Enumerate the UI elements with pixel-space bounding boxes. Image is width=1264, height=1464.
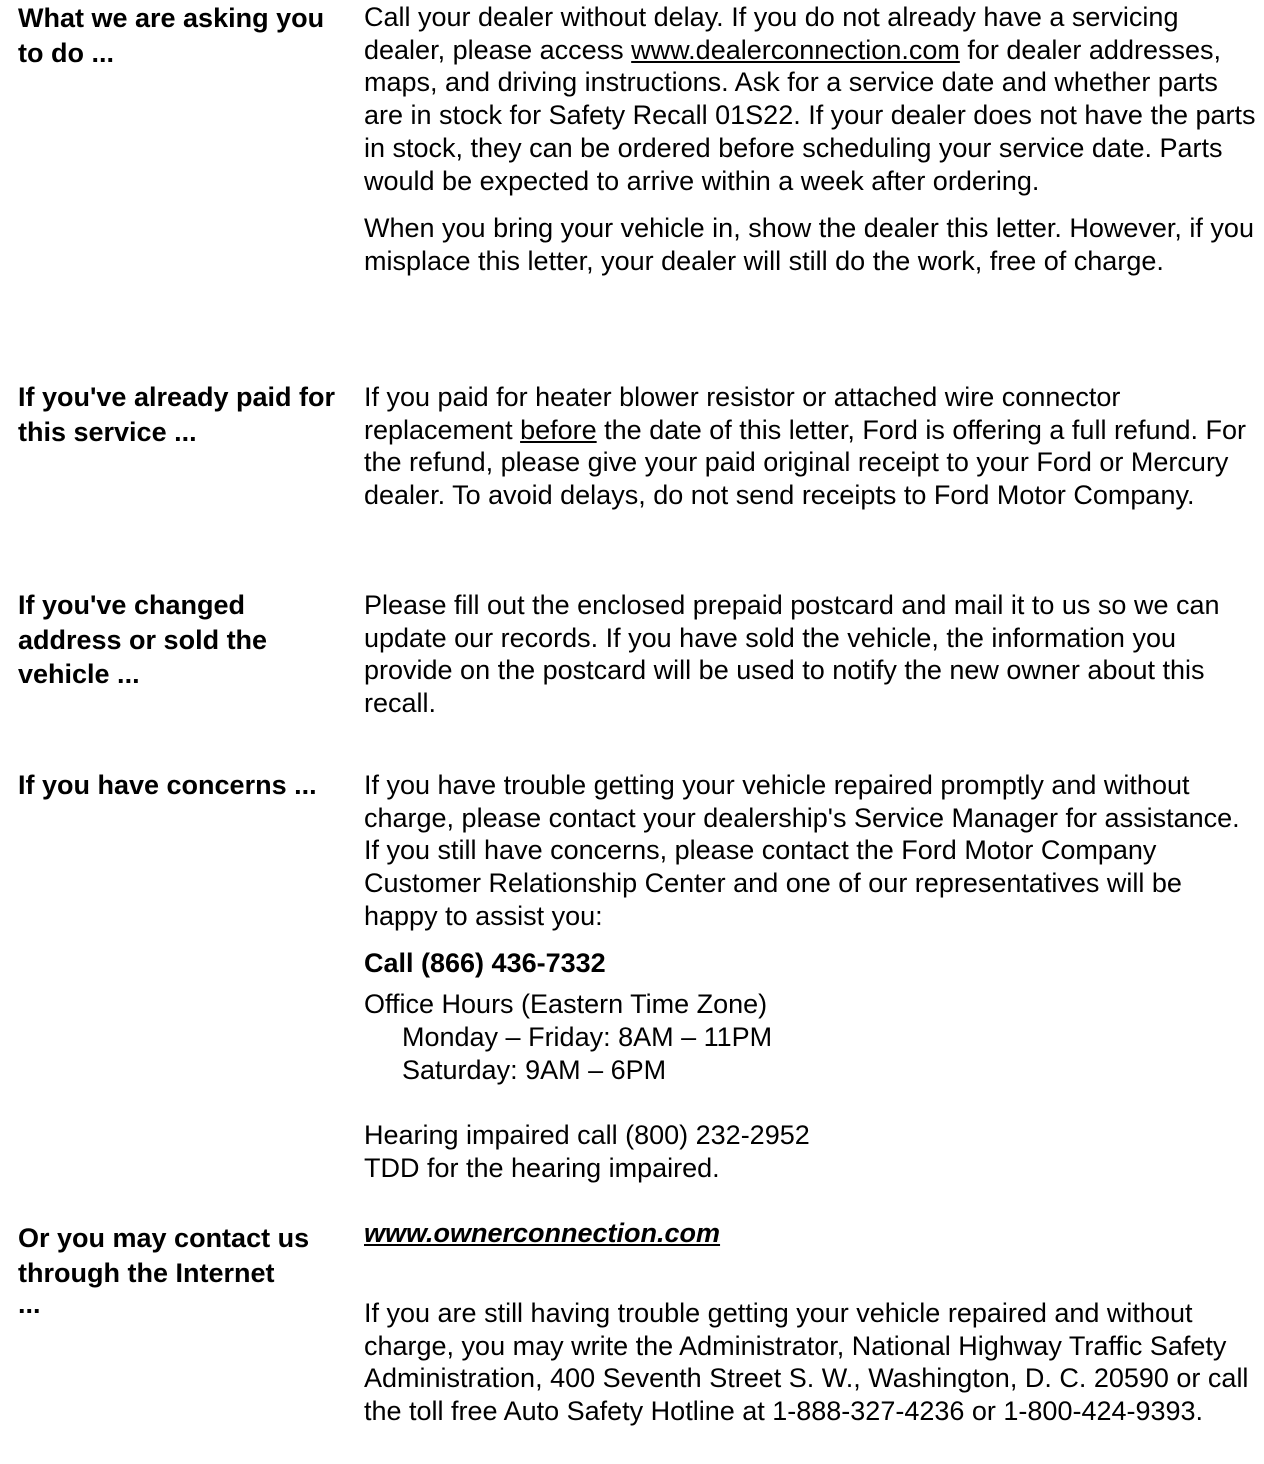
internet-label-line-1: Or you may contact us bbox=[18, 1223, 310, 1253]
section-label-internet bbox=[18, 1221, 348, 1318]
section-label-concerns: If you have concerns ... bbox=[18, 770, 317, 800]
internet-label-line-2: through the Internet bbox=[18, 1257, 275, 1288]
asking-paragraph-1 bbox=[364, 1, 1259, 197]
asking-paragraph-2: When you bring your vehicle in, show the dealer this letter. However, if you misplace this letter, your dealer will still do the work, free of charge. bbox=[364, 213, 1254, 276]
section-body-nhtsa bbox=[364, 1297, 1259, 1428]
section-body-changed-address bbox=[364, 589, 1259, 720]
section-label-asking: What we are asking you to do ... bbox=[18, 3, 325, 68]
asking-text-pre: Call your dealer without delay. If you do not already have a servicing dealer, please access bbox=[364, 2, 1179, 65]
already-paid-paragraph bbox=[364, 381, 1259, 512]
before-emphasis: before bbox=[520, 414, 597, 445]
changed-address-paragraph: Please fill out the enclosed prepaid postcard and mail it to us so we can update our records. If you have sold the vehicle, the information you provide on the postcard will be used to notify the new owner about this recall. bbox=[364, 590, 1220, 719]
phone-call-line: Call (866) 436-7332 bbox=[364, 947, 606, 978]
section-body-concerns bbox=[364, 769, 1259, 1185]
dealerconnection-link[interactable]: www.dealerconnection.com bbox=[631, 34, 960, 65]
already-paid-text-post: the date of this letter, Ford is offering a full refund. For the refund, please give your paid original receipt to your Ford or Mercury dealer. To avoid delays, do not send receipts to Ford Motor Company. bbox=[364, 414, 1247, 511]
hearing-impaired-line: Hearing impaired call (800) 232-2952 bbox=[364, 1120, 810, 1151]
tdd-line: TDD for the hearing impaired. bbox=[364, 1153, 720, 1184]
internet-label-line-3: ... bbox=[18, 1289, 41, 1319]
section-label-changed-address: If you've changed address or sold the vehicle ... bbox=[18, 590, 268, 689]
section-body-internet bbox=[364, 1217, 1259, 1250]
section-body-asking bbox=[364, 1, 1259, 278]
weekday-hours: Monday – Friday: 8AM – 11PM bbox=[402, 1021, 773, 1052]
office-hours-title: Office Hours (Eastern Time Zone) bbox=[364, 989, 768, 1020]
ownerconnection-link[interactable]: www.ownerconnection.com bbox=[364, 1218, 721, 1248]
section-label-already-paid: If you've already paid for this service ... bbox=[18, 382, 336, 447]
saturday-hours: Saturday: 9AM – 6PM bbox=[402, 1054, 667, 1085]
concerns-paragraph: If you have trouble getting your vehicle repaired promptly and without charge, please contact your dealership's Service Manager for assistance. If you still have concerns, please contact the Ford Motor Company Customer Relationship Center and one of our representatives will be happy to assist you: bbox=[364, 770, 1240, 931]
section-body-already-paid bbox=[364, 381, 1259, 512]
asking-text-post: for dealer addresses, maps, and driving instructions. Ask for a service date and whether parts are in stock for Safety Recall 01S22. If your dealer does not have the parts in stock, they can be ordered before scheduling your service date. Parts would be expected to arrive within a week after ordering. bbox=[364, 34, 1256, 196]
already-paid-text-pre: If you paid for heater blower resistor or attached wire connector replacement bbox=[364, 382, 1121, 445]
nhtsa-paragraph: If you are still having trouble getting your vehicle repaired and without charge, you may write the Administrator, National Highway Traffic Safety Administration, 400 Seventh Street S. W., Washington, D. C. 20590 or call the toll free Auto Safety Hotline at 1-888-327-4236 or 1-800-424-9393. bbox=[364, 1298, 1249, 1427]
